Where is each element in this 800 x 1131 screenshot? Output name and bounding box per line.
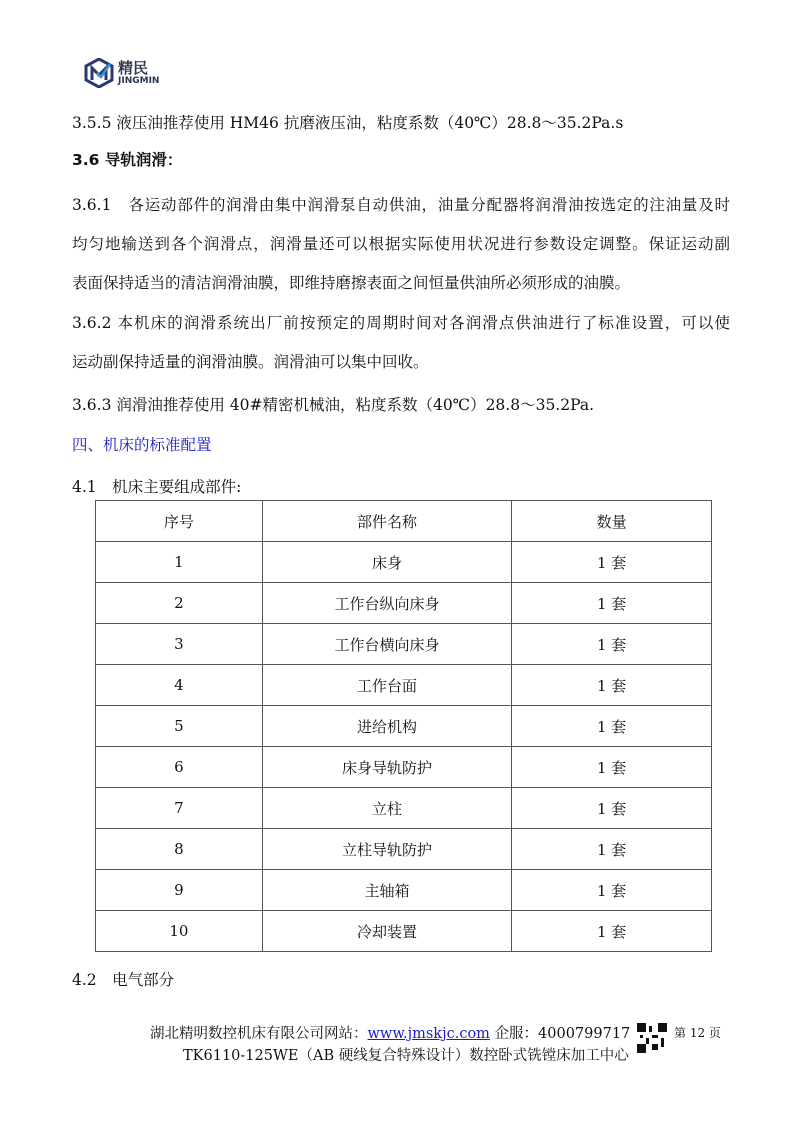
cell-quantity: 1 套 xyxy=(512,911,712,952)
company-logo xyxy=(84,58,159,88)
cell-index: 4 xyxy=(96,665,263,706)
paragraph-3-6-1-line: 3.6.1 各运动部件的润滑由集中润滑泵自动供油，油量分配器将润滑油按选定的注油量及时 xyxy=(72,196,730,214)
table-row xyxy=(96,870,712,911)
cell-part-name: 立柱导轨防护 xyxy=(262,829,512,870)
jingmin-logo-icon xyxy=(84,58,114,88)
table-row xyxy=(96,542,712,583)
paragraph-3-6-2-line: 3.6.2 本机床的润滑系统出厂前按预定的周期时间对各润滑点供油进行了标准设置，可以使 xyxy=(72,314,730,332)
table-row xyxy=(96,624,712,665)
paragraph-3-6-3: 3.6.3 润滑油推荐使用 40#精密机械油，粘度系数（40℃）28.8～35.2Pa. xyxy=(72,396,594,414)
cell-index: 6 xyxy=(96,747,263,788)
footer-model: TK6110-125WE（AB 硬线复合特殊设计）数控卧式铣镗床加工中心 xyxy=(183,1048,629,1064)
table-row xyxy=(96,829,712,870)
paragraph-3-6-1-line: 均匀地输送到各个润滑点，润滑量还可以根据实际使用状况进行参数设定调整。保证运动副 xyxy=(72,235,730,253)
cell-part-name: 床身导轨防护 xyxy=(262,747,512,788)
table-row xyxy=(96,583,712,624)
header-index: 序号 xyxy=(96,501,263,542)
table-row xyxy=(96,665,712,706)
cell-part-name: 主轴箱 xyxy=(262,870,512,911)
paragraph-3-6-2-line: 运动副保持适量的润滑油膜。润滑油可以集中回收。 xyxy=(72,353,429,371)
cell-index: 8 xyxy=(96,829,263,870)
cell-index: 3 xyxy=(96,624,263,665)
cell-index: 1 xyxy=(96,542,263,583)
section-4-heading: 四、机床的标准配置 xyxy=(72,436,212,454)
cell-part-name: 工作台面 xyxy=(262,665,512,706)
cell-quantity: 1 套 xyxy=(512,788,712,829)
heading-3-6: 3.6 导轨润滑： xyxy=(72,151,183,169)
header-part-name: 部件名称 xyxy=(262,501,512,542)
cell-part-name: 进给机构 xyxy=(262,706,512,747)
page-number: 第 12 页 xyxy=(674,1026,721,1040)
cell-quantity: 1 套 xyxy=(512,870,712,911)
footer-company: 湖北精明数控机床有限公司网站： xyxy=(150,1026,368,1042)
cell-index: 9 xyxy=(96,870,263,911)
cell-part-name: 工作台横向床身 xyxy=(262,624,512,665)
table-row xyxy=(96,706,712,747)
table-header-row xyxy=(96,501,712,542)
qr-code-icon xyxy=(637,1023,667,1053)
logo-cn: 精民 xyxy=(118,58,149,77)
table-row xyxy=(96,911,712,952)
table-row xyxy=(96,788,712,829)
cell-quantity: 1 套 xyxy=(512,747,712,788)
cell-quantity: 1 套 xyxy=(512,706,712,747)
cell-quantity: 1 套 xyxy=(512,624,712,665)
cell-part-name: 冷却装置 xyxy=(262,911,512,952)
website-link[interactable]: www.jmskjc.com xyxy=(367,1026,490,1042)
cell-quantity: 1 套 xyxy=(512,829,712,870)
logo-en: JINGMIN xyxy=(118,75,160,86)
cell-quantity: 1 套 xyxy=(512,665,712,706)
components-table xyxy=(95,500,712,952)
heading-4-2: 4.2 电气部分 xyxy=(72,971,175,989)
cell-quantity: 1 套 xyxy=(512,583,712,624)
cell-index: 2 xyxy=(96,583,263,624)
paragraph-3-6-1-line: 表面保持适当的清洁润滑油膜，即维持磨擦表面之间恒量供油所必须形成的油膜。 xyxy=(72,274,631,292)
cell-part-name: 工作台纵向床身 xyxy=(262,583,512,624)
cell-part-name: 床身 xyxy=(262,542,512,583)
heading-4-1: 4.1 机床主要组成部件: xyxy=(72,478,242,496)
cell-quantity: 1 套 xyxy=(512,542,712,583)
paragraph-3-5-5: 3.5.5 液压油推荐使用 HM46 抗磨液压油，粘度系数（40℃）28.8～35.2Pa.s xyxy=(72,114,624,132)
cell-index: 5 xyxy=(96,706,263,747)
cell-index: 10 xyxy=(96,911,263,952)
cell-part-name: 立柱 xyxy=(262,788,512,829)
header-quantity: 数量 xyxy=(512,501,712,542)
cell-index: 7 xyxy=(96,788,263,829)
footer-service: 企服：4000799717 xyxy=(489,1026,631,1042)
table-row xyxy=(96,747,712,788)
